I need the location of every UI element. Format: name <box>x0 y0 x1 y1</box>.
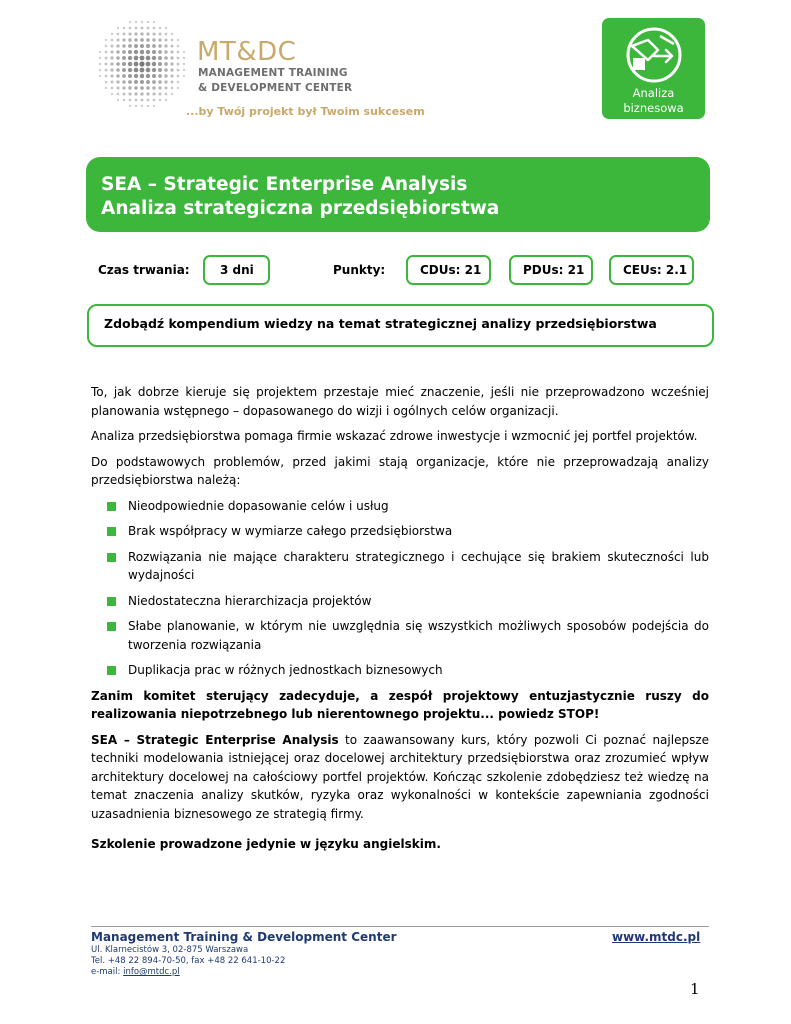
list-item: Duplikacja prac w różnych jednostkach biznesowych <box>91 661 709 680</box>
list-item: Nieodpowiednie dopasowanie celów i usług <box>91 497 709 516</box>
list-item: Niedostateczna hierarchizacja projektów <box>91 592 709 611</box>
intro-paragraph: To, jak dobrze kieruje się projektem przestaje mieć znaczenie, jeśli nie przeprowadzono wcześniej planowania wstępnego – dopasowanego do wizji i ogólnych celów organizacji. <box>91 385 709 418</box>
logo-subtitle-line2: & DEVELOPMENT CENTER <box>198 82 353 94</box>
course-summary <box>91 731 709 824</box>
tagline: Zdobądź kompendium wiedzy na temat strategicznej analizy przedsiębiorstwa <box>104 316 657 331</box>
course-title: SEA – Strategic Enterprise Analysis <box>101 174 468 195</box>
bullet-square-icon <box>107 553 116 562</box>
list-item: Słabe planowanie, w którym nie uwzględnia się wszystkich możliwych sposobów podejścia do tworzenia rozwiązania <box>91 617 709 654</box>
footer-address: Ul. Klarnecistów 3, 02-875 Warszawa <box>91 945 249 955</box>
globe-logo-icon <box>96 18 188 110</box>
cdus-box <box>406 255 491 285</box>
logo-slogan: ...by Twój projekt był Twoim sukcesem <box>186 105 425 118</box>
points-label: Punkty: <box>333 263 386 277</box>
language-note: Szkolenie prowadzone jedynie w języku angielskim. <box>91 837 441 851</box>
cdus-value: CDUs: 21 <box>420 263 482 277</box>
duration-label: Czas trwania: <box>98 263 190 277</box>
bullet-square-icon <box>107 666 116 675</box>
course-name: SEA – Strategic Enterprise Analysis <box>91 732 339 747</box>
footer-email-line: e-mail: info@mtdc.pl <box>91 967 180 977</box>
pdus-value: PDUs: 21 <box>523 263 585 277</box>
bullet-square-icon <box>107 527 116 536</box>
ceus-box <box>609 255 694 285</box>
bullet-square-icon <box>107 502 116 511</box>
logo-subtitle-line1: MANAGEMENT TRAINING <box>198 67 348 79</box>
problems-intro: Do podstawowych problemów, przed jakimi stają organizacje, które nie przeprowadzają analizy przedsiębiorstwa należą: <box>91 454 709 487</box>
ceus-value: CEUs: 2.1 <box>623 263 688 277</box>
footer-divider <box>91 926 709 927</box>
footer-company: Management Training & Development Center <box>91 930 397 944</box>
bullet-square-icon <box>107 597 116 606</box>
warning-paragraph: Zanim komitet sterujący zadecyduje, a zespół projektowy entuzjastycznie ruszy do realizowania niepotrzebnego lub nierentownego projektu... powiedz STOP! <box>91 688 709 721</box>
footer-phone: Tel. +48 22 894-70-50, fax +48 22 641-10-22 <box>91 956 286 966</box>
list-item: Rozwiązania nie mające charakteru strategicznego i cechujące się brakiem skuteczności lub wydajności <box>91 548 709 585</box>
footer-website-link[interactable]: www.mtdc.pl <box>612 930 701 944</box>
list-item: Brak współpracy w wymiarze całego przedsiębiorstwa <box>91 522 709 541</box>
course-description <box>91 383 709 861</box>
pdus-box <box>509 255 593 285</box>
duration-value: 3 dni <box>220 263 254 277</box>
course-subtitle: Analiza strategiczna przedsiębiorstwa <box>101 198 500 219</box>
page-number: 1 <box>690 980 700 998</box>
problems-list <box>91 497 709 680</box>
footer-email-link[interactable]: info@mtdc.pl <box>123 967 180 977</box>
logo-brand: MT&DC <box>197 37 297 67</box>
benefit-paragraph: Analiza przedsiębiorstwa pomaga firmie wskazać zdrowe inwestycje i wzmocnić jej portfel projektów. <box>91 429 698 443</box>
badge-label-line2: biznesowa <box>623 101 684 115</box>
bullet-square-icon <box>107 622 116 631</box>
business-analysis-icon <box>624 26 684 84</box>
badge-label-line1: Analiza <box>632 86 675 100</box>
course-summary-text: to zaawansowany kurs, który pozwoli Ci poznać najlepsze techniki modelowania istniejącej oraz docelowej architektury przedsiębiorstwa oraz zrozumieć wpływ architektury docelowej na całościowy portfel projektów. Kończąc szkolenie zdobędziesz też wiedzę na temat znaczenia analizy skutków, ryzyka oraz wykonalności w kontekście zapewniania zgodności uzasadnienia biznesowego ze strategią firmy. <box>91 732 709 821</box>
duration-value-box <box>203 255 270 285</box>
category-badge <box>602 18 705 119</box>
